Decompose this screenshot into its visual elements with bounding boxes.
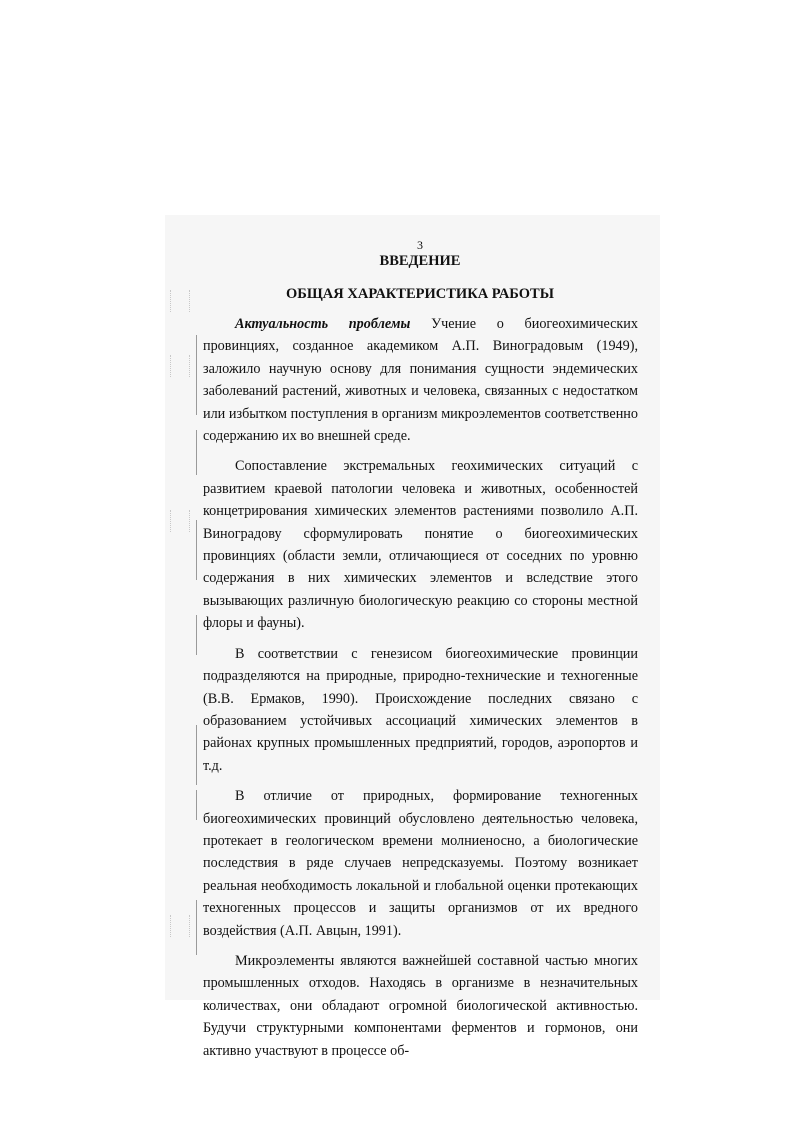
paragraph-text: Учение о биогеохимических провинциях, созданное академиком А.П. Виноградовым (1949), заложило научную основу для понимания сущности эндемических заболеваний растений, животных и человека, связанных с недостатком или избытком поступления в организм микроэлементов соответственно содержанию их во внешней среде.	[203, 316, 638, 445]
margin-line	[196, 900, 197, 955]
page-title: ВВЕДЕНИЕ	[379, 253, 461, 269]
margin-line	[196, 430, 197, 475]
margin-scan-mark	[170, 915, 190, 937]
margin-scan-mark	[170, 290, 190, 312]
margin-line	[196, 520, 197, 580]
margin-line	[196, 790, 197, 820]
paragraph: В соответствии с генезисом биогеохимические провинции подразделяются на природные, природно-технические и техногенные (В.В. Ермаков, 1990). Происхождение последних связано с образованием устойчивых ассоциаций химических элементов в районах крупных промышленных предприятий, городов, аэропортов и т.д.	[203, 645, 638, 774]
margin-scan-mark	[170, 510, 190, 532]
paragraph-relevance	[203, 313, 638, 447]
margin-line	[196, 615, 197, 655]
margin-line	[196, 335, 197, 415]
paragraph-lead: Актуальность проблемы	[235, 316, 411, 332]
paragraph: Микроэлементы являются важнейшей составной частью многих промышленных отходов. Находясь в организме в незначительных количествах, они обладают огромной биологической активностью. Будучи структурными компонентами ферментов и гормонов, они активно участвуют в процессе об-	[203, 952, 638, 1059]
paragraph: Сопоставление экстремальных геохимических ситуаций с развитием краевой патологии человека и животных, особенностей концетрирования химических элементов растениями позволило А.П. Виноградову сформулировать понятие о биогеохимических провинциях (области земли, отличающиеся от соседних по уровню содержания в них химических элементов и вследствие этого вызывающих различную биологическую реакцию со стороны местной флоры и фауны).	[203, 458, 638, 632]
margin-line	[196, 725, 197, 785]
page-number: 3	[417, 238, 423, 252]
section-title: ОБЩАЯ ХАРАКТЕРИСТИКА РАБОТЫ	[286, 286, 554, 302]
paragraph: В отличие от природных, формирование техногенных биогеохимических провинций обусловлено деятельностью человека, протекает в геологическом времени молниеносно, а биологические последствия в ряде случаев непредсказуемы. Поэтому возникает реальная необходимость локальной и глобальной оценки протекающих техногенных процессов и защиты организмов от их вредного воздействия (А.П. Авцын, 1991).	[203, 788, 638, 939]
document-body	[203, 313, 638, 1070]
margin-scan-mark	[170, 355, 190, 377]
